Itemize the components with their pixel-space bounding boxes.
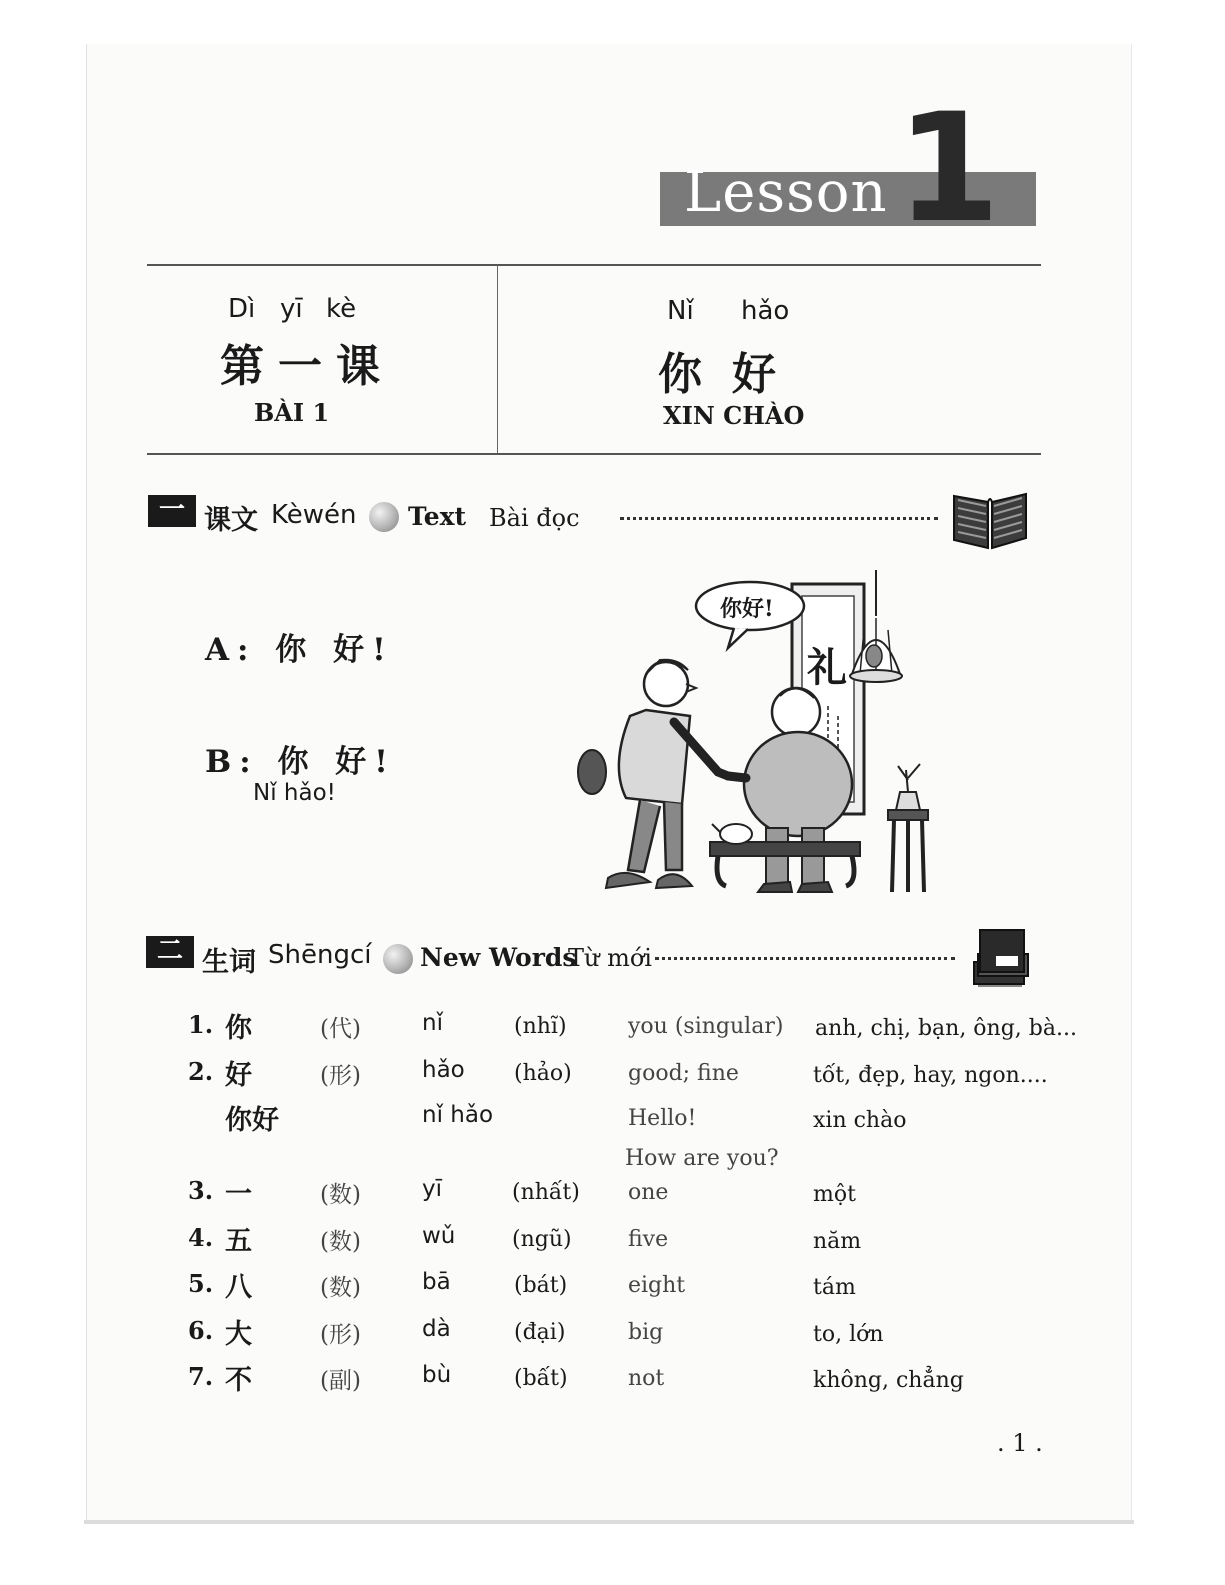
vocab-english: good; fine bbox=[628, 1061, 739, 1086]
dialogue-pinyin-b: Nǐ hǎo! bbox=[253, 780, 336, 806]
section-title-vietnamese: Bài đọc bbox=[489, 504, 580, 532]
dialogue-line-b: B: 你 好! bbox=[205, 744, 396, 780]
vocab-pinyin: nǐ bbox=[422, 1010, 443, 1036]
vocab-row bbox=[0, 1057, 1225, 1103]
vocab-pinyin: bù bbox=[422, 1362, 452, 1388]
book-stack-icon bbox=[970, 926, 1032, 990]
vocab-vietnamese: to, lớn bbox=[813, 1322, 884, 1347]
vocab-hanviet: (nhất) bbox=[512, 1180, 580, 1205]
vocab-hanzi: 五 bbox=[225, 1226, 252, 1257]
vocab-row bbox=[0, 1362, 1225, 1408]
title-vietnamese: BÀI 1 bbox=[254, 398, 330, 427]
title-hanzi: 你好 bbox=[658, 349, 806, 400]
title-divider bbox=[497, 265, 498, 453]
lesson-word: Lesson bbox=[684, 160, 888, 225]
vocab-vietnamese: anh, chị, bạn, ông, bà... bbox=[815, 1016, 1077, 1041]
vocab-hanzi: 好 bbox=[225, 1060, 252, 1091]
vocab-number: 2. bbox=[188, 1057, 214, 1086]
vocab-pinyin: dà bbox=[422, 1316, 451, 1342]
section-title-pinyin: Shēngcí bbox=[268, 940, 372, 970]
vocab-english: one bbox=[628, 1180, 669, 1205]
title-pinyin: Dì bbox=[228, 294, 256, 324]
vocab-part-of-speech: (数) bbox=[320, 1182, 361, 1208]
vocab-part-of-speech: (副) bbox=[320, 1368, 361, 1394]
vocab-vietnamese: tốt, đẹp, hay, ngon.... bbox=[813, 1063, 1048, 1088]
open-book-icon bbox=[950, 486, 1030, 552]
vocab-vietnamese: một bbox=[813, 1182, 856, 1207]
bullet-dot-icon bbox=[383, 944, 413, 974]
vocab-pinyin: hǎo bbox=[422, 1057, 465, 1083]
bullet-dot-icon bbox=[369, 502, 399, 532]
section-number: 二 bbox=[146, 936, 194, 968]
title-pinyin: Nǐ bbox=[667, 296, 694, 326]
dotted-leader bbox=[620, 516, 938, 520]
vocab-part-of-speech: (代) bbox=[320, 1016, 361, 1042]
vocab-vietnamese: tám bbox=[813, 1275, 856, 1300]
vocab-number: 6. bbox=[188, 1316, 214, 1345]
section-number: 一 bbox=[148, 495, 196, 527]
vocab-number: 5. bbox=[188, 1269, 214, 1298]
title-pinyin: kè bbox=[326, 294, 357, 324]
page-number: . 1 . bbox=[997, 1429, 1043, 1457]
vocab-hanzi: 一 bbox=[225, 1179, 252, 1210]
vocab-english: eight bbox=[628, 1273, 686, 1298]
vocab-hanzi: 八 bbox=[225, 1272, 252, 1303]
vocab-row bbox=[0, 1223, 1225, 1269]
title-hanzi: 第一课 bbox=[220, 341, 394, 392]
vocab-english: How are you? bbox=[625, 1146, 779, 1171]
vocab-hanzi: 你好 bbox=[225, 1105, 279, 1136]
section-title-chinese: 课文 bbox=[204, 505, 258, 536]
vocab-english: not bbox=[628, 1366, 665, 1391]
vocab-hanzi: 大 bbox=[225, 1319, 252, 1350]
lesson-number: 1 bbox=[896, 82, 1001, 256]
title-vietnamese: XIN CHÀO bbox=[663, 401, 805, 430]
vocab-vietnamese: không, chẳng bbox=[813, 1368, 964, 1393]
section-title-vietnamese: Từ mới bbox=[568, 944, 652, 972]
vocab-row bbox=[0, 1316, 1225, 1362]
section-title-chinese: 生词 bbox=[202, 947, 256, 978]
section-title-english: New Words bbox=[420, 943, 577, 972]
vocab-number: 7. bbox=[188, 1362, 214, 1391]
vocab-hanviet: (đại) bbox=[514, 1320, 566, 1345]
title-pinyin: yī bbox=[280, 294, 303, 324]
title-pinyin: hǎo bbox=[741, 296, 790, 326]
vocab-number: 1. bbox=[188, 1010, 214, 1039]
vocab-row bbox=[0, 1176, 1225, 1222]
vocab-row bbox=[0, 1010, 1225, 1056]
dotted-leader bbox=[655, 956, 955, 960]
dialogue-line-a: A: 你 好! bbox=[205, 632, 394, 668]
vocab-part-of-speech: (形) bbox=[320, 1063, 361, 1089]
vocab-vietnamese: năm bbox=[813, 1229, 862, 1254]
vocab-hanviet: (hảo) bbox=[514, 1061, 572, 1086]
vocab-english: five bbox=[628, 1227, 669, 1252]
vocab-pinyin: wǔ bbox=[422, 1223, 456, 1249]
vocab-hanzi: 你 bbox=[225, 1013, 252, 1044]
vocab-number: 3. bbox=[188, 1176, 214, 1205]
title-top-rule bbox=[147, 264, 1041, 266]
vocab-hanviet: (bất) bbox=[514, 1366, 568, 1391]
vocab-hanzi: 不 bbox=[225, 1365, 252, 1396]
vocab-english: Hello! bbox=[628, 1106, 697, 1131]
vocab-part-of-speech: (数) bbox=[320, 1229, 361, 1255]
section-title-english: Text bbox=[408, 502, 467, 531]
vocab-part-of-speech: (数) bbox=[320, 1275, 361, 1301]
vocab-pinyin: nǐ hǎo bbox=[422, 1102, 494, 1128]
vocab-pinyin: bā bbox=[422, 1269, 451, 1295]
vocab-number: 4. bbox=[188, 1223, 214, 1252]
vocab-english: big bbox=[628, 1320, 664, 1345]
vocab-hanviet: (ngũ) bbox=[512, 1227, 572, 1252]
vocab-part-of-speech: (形) bbox=[320, 1322, 361, 1348]
section-title-pinyin: Kèwén bbox=[271, 500, 357, 530]
vocab-vietnamese: xin chào bbox=[813, 1108, 907, 1133]
speech-bubble-text: 你好! bbox=[720, 596, 774, 622]
title-bottom-rule bbox=[147, 453, 1041, 455]
scroll-character: 礼 bbox=[807, 644, 847, 691]
vocab-row bbox=[0, 1269, 1225, 1315]
vocab-hanviet: (bát) bbox=[514, 1273, 568, 1298]
vocab-pinyin: yī bbox=[422, 1176, 443, 1202]
page-edge bbox=[84, 1520, 1134, 1524]
vocab-english: you (singular) bbox=[628, 1014, 784, 1039]
vocab-hanviet: (nhĩ) bbox=[514, 1014, 567, 1039]
